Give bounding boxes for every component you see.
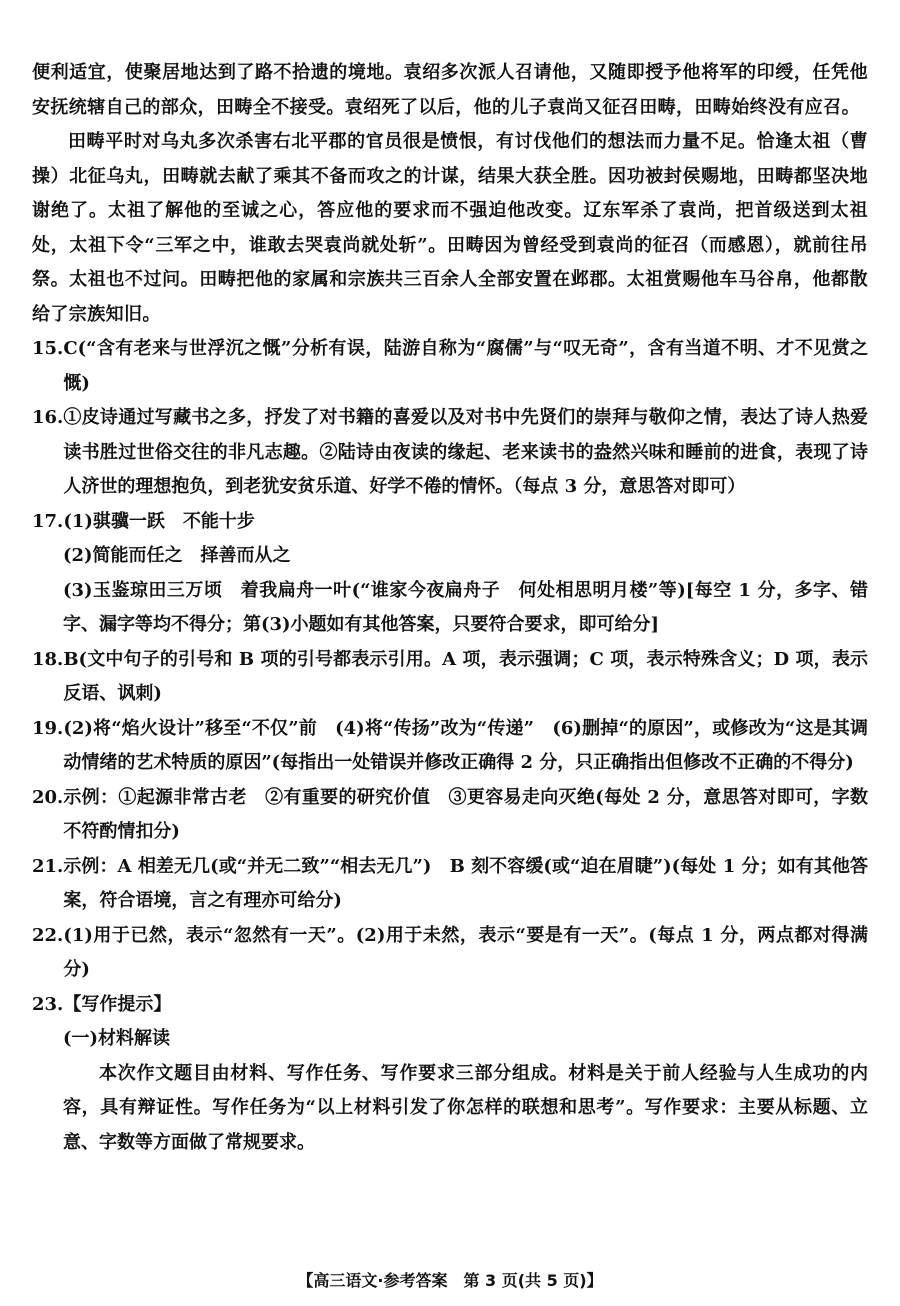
answer-17-part-3: (3)玉鉴琼田三万顷 着我扁舟一叶(“谁家今夜扁舟子 何处相思明月楼”等)[每空 1 分，多字、错字、漏字等均不得分；第(3)小题如有其他答案，只要符合要求，即可给分] (63, 579, 868, 635)
answer-text: 示例：A 相差无几(或“并无二致”“相去无几”) B 刻不容缓(或“迫在眉睫”)(每处 1 分；如有其他答案，符合语境，言之有理亦可给分) (63, 855, 868, 911)
answer-number: 21. (32, 855, 64, 877)
answer-text: (1)骐骥一跃 不能十步 (63, 510, 255, 532)
answer-item-16 (32, 401, 868, 505)
answer-text: ①皮诗通过写藏书之多，抒发了对书籍的喜爱以及对书中先贤们的崇拜与敬仰之情，表达了诗人热爱读书胜过世俗交往的非凡志趣。②陆诗由夜读的缘起、老来读书的盎然兴味和睡前的进食，表现了诗人济世的理想抱负，到老犹安贫乐道、好学不倦的情怀。（每点 3 分，意思答对即可） (63, 407, 868, 497)
material-interpretation-body: 本次作文题目由材料、写作任务、写作要求三部分组成。材料是关于前人经验与人生成功的内容，具有辩证性。写作任务为“以上材料引发了你怎样的联想和思考”。写作要求：主要从标题、立意、字数等方面做了常规要求。 (63, 1062, 868, 1153)
answer-number: 16. (32, 407, 64, 428)
answer-text: 示例：①起源非常古老 ②有重要的研究价值 ③更容易走向灭绝(每处 2 分，意思答对即可，字数不符酌情扣分) (63, 786, 868, 842)
answer-text: B(文中句子的引号和 B 项的引号都表示引用。A 项，表示强调；C 项，表示特殊含义；D 项，表示反语、讽刺) (63, 648, 868, 704)
answer-number: 15. (32, 338, 64, 359)
page-footer: 【高三语文·参考答案 第 3 页(共 5 页)】 (297, 1271, 603, 1290)
answer-item-21 (32, 850, 868, 919)
answer-17-part-2: (2)简能而任之 择善而从之 (63, 545, 291, 566)
answer-item-15 (32, 332, 868, 401)
translation-paragraph-2: 田畴平时对乌丸多次杀害右北平郡的官员很是愤恨，有讨伐他们的想法而力量不足。恰逢太祖（曹操）北征乌丸，田畴就去献了乘其不备而攻之的计谋，结果大获全胜。因功被封侯赐地，田畴都坚决地谢绝了。太祖了解他的至诚之心，答应他的要求而不强迫他改变。辽东军杀了袁尚，把首级送到太祖处，太祖下令“三军之中，谁敢去哭袁尚就处斩”。田畴因为曾经受到袁尚的征召（而感恩），就前往吊祭。太祖也不过问。田畴把他的家属和宗族共三百余人全部安置在邺郡。太祖赏赐他车马谷帛，他都散给了宗族知旧。 (32, 131, 868, 325)
answer-item-20 (32, 781, 868, 850)
material-interpretation-heading: (一)材料解读 (63, 1028, 171, 1049)
answer-item-17 (32, 505, 868, 540)
answer-number: 18. (32, 648, 64, 670)
answer-item-23 (32, 988, 868, 1023)
answer-item-22 (32, 919, 868, 988)
answer-page (32, 56, 868, 1160)
answer-number: 19. (32, 717, 64, 739)
answer-number: 23. (32, 993, 64, 1015)
answer-item-18 (32, 643, 868, 712)
answer-text: (1)用于已然，表示“忽然有一天”。(2)用于未然，表示“要是有一天”。(每点 1 分，两点都对得满分) (63, 924, 868, 980)
writing-tips-heading: 【写作提示】 (63, 993, 172, 1015)
answer-number: 17. (32, 510, 64, 532)
answer-number: 20. (32, 786, 64, 808)
translation-paragraph-1: 便利适宜，使聚居地达到了路不拾遗的境地。袁绍多次派人召请他，又随即授予他将军的印绶，任凭他安抚统辖自己的部众，田畴全不接受。袁绍死了以后，他的儿子袁尚又征召田畴，田畴始终没有应召。 (32, 62, 868, 118)
answer-item-19 (32, 712, 868, 781)
answer-number: 22. (32, 924, 64, 946)
answer-text: C(“含有老来与世浮沉之慨”分析有误，陆游自称为“腐儒”与“叹无奇”，含有当道不明、才不见赏之慨) (63, 338, 868, 394)
answer-text: (2)将“焰火设计”移至“不仅”前 (4)将“传扬”改为“传递” (6)删掉“的原因”，或修改为“这是其调动情绪的艺术特质的原因”(每指出一处错误并修改正确得 2 分，只正确指出但修改不正确的不得分) (63, 717, 868, 773)
